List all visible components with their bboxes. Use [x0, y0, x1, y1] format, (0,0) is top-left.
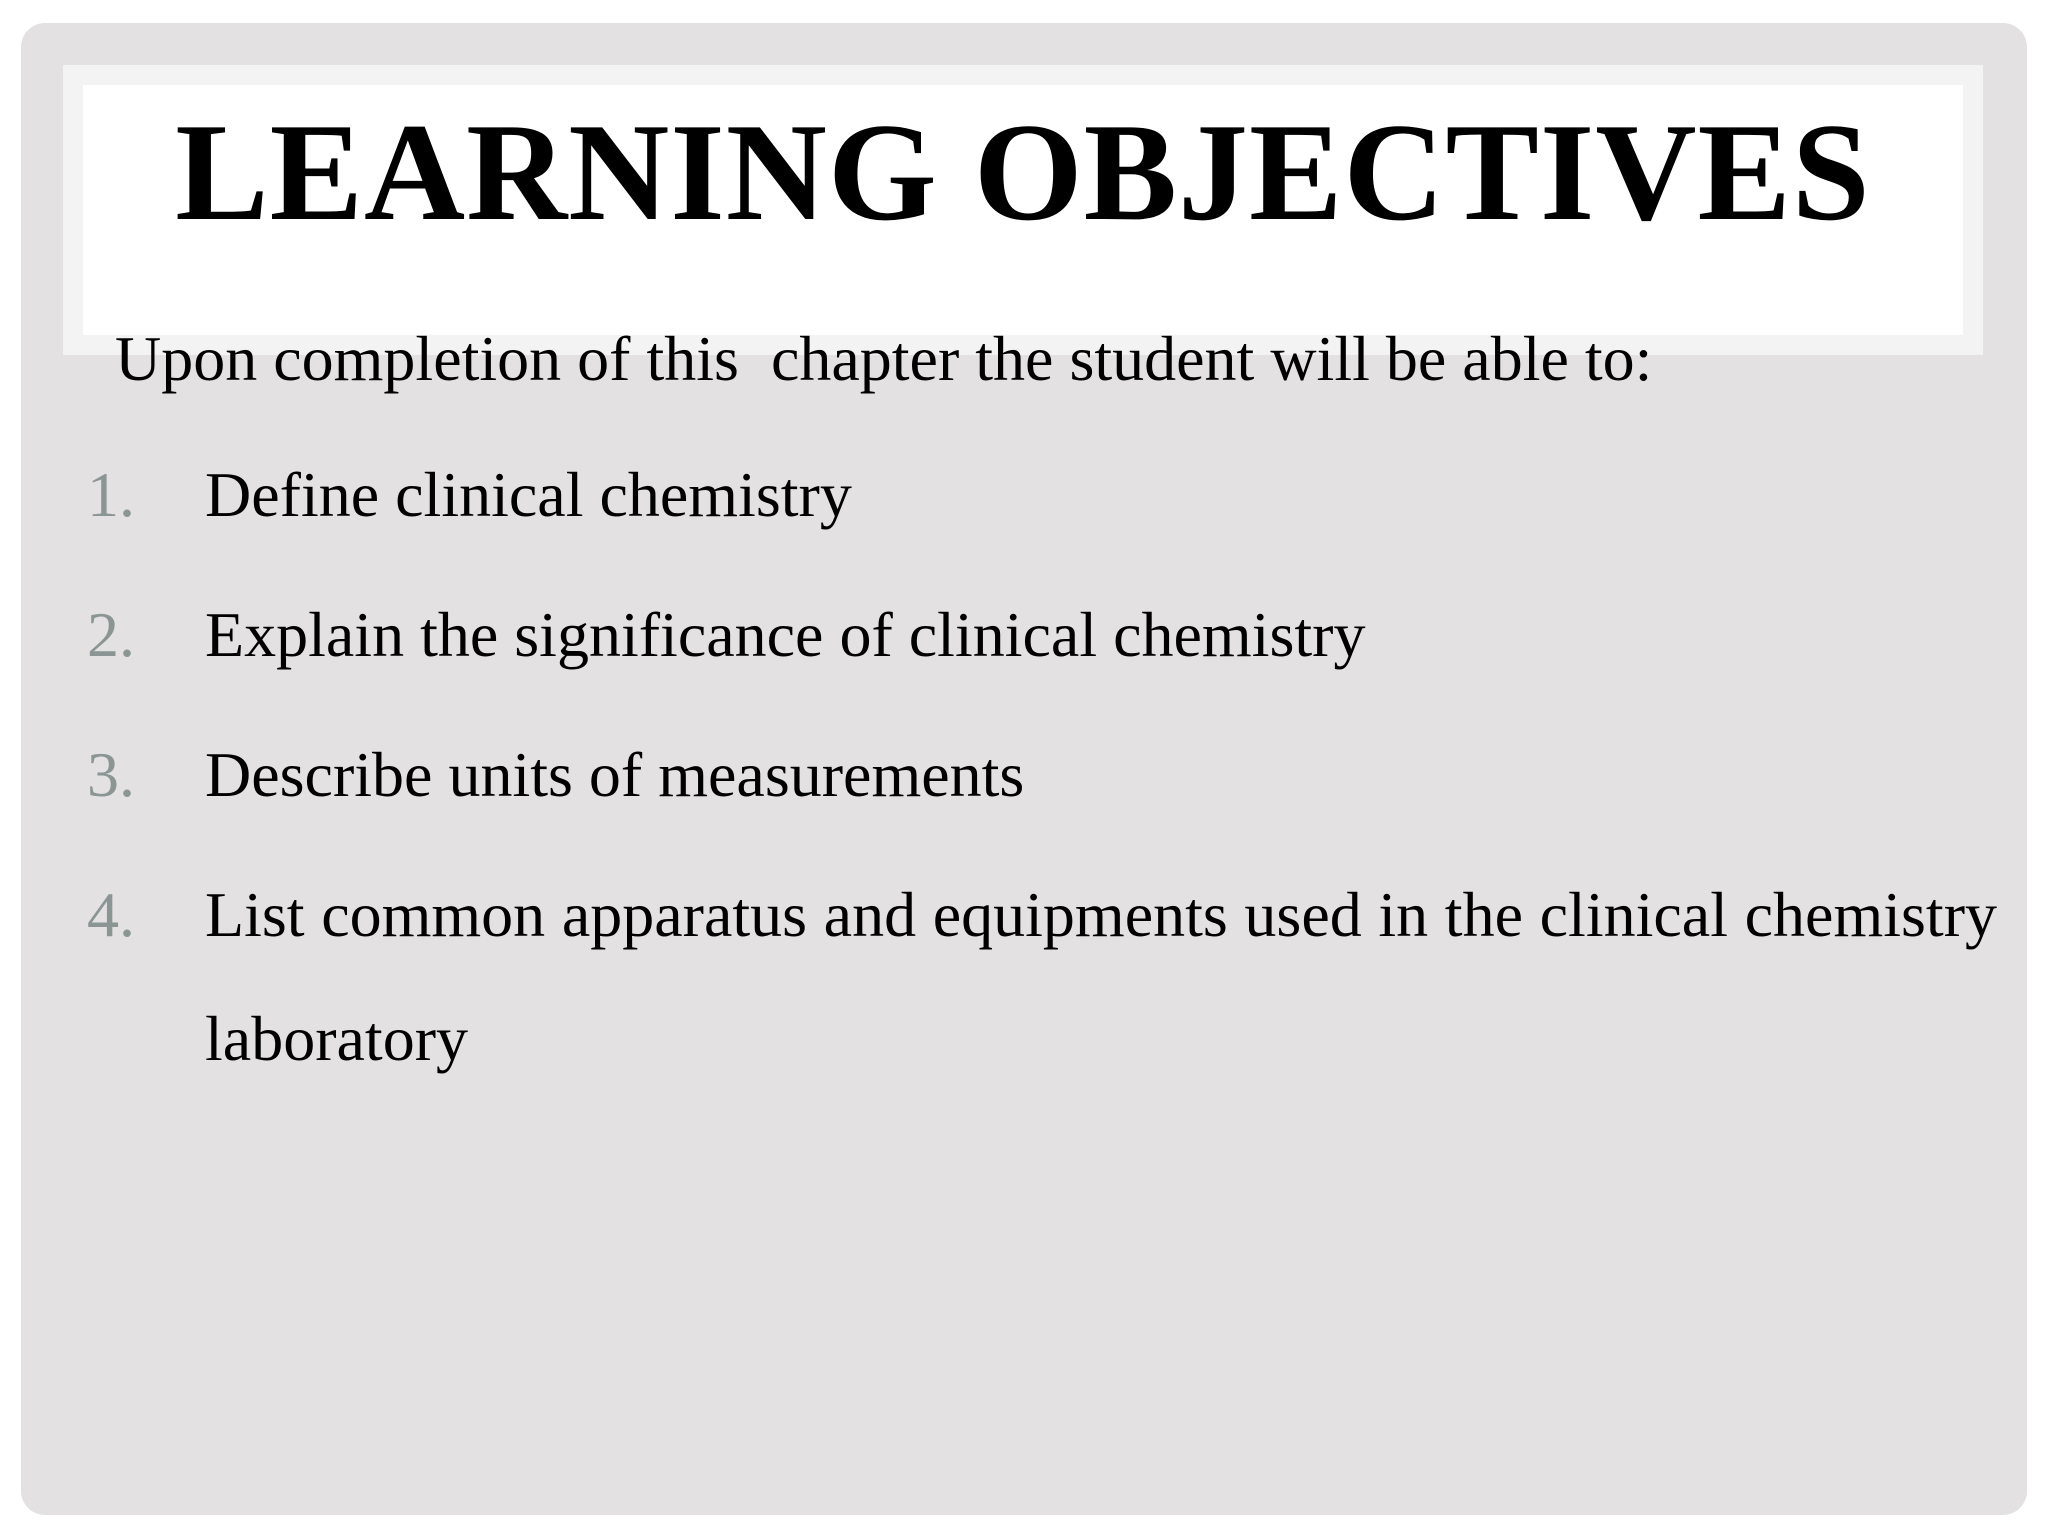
objective-item [87, 595, 1997, 675]
slide [21, 23, 2027, 1515]
objectives-list [87, 455, 1997, 1161]
objective-text: Describe units of measurements [205, 739, 1025, 810]
objective-number: 2. [87, 599, 135, 670]
slide-title: LEARNING OBJECTIVES [175, 95, 1871, 250]
objective-text: List common apparatus and equipments used in the clinical chemistry laboratory [205, 879, 1997, 1074]
objective-text: Explain the significance of clinical chemistry [205, 599, 1366, 670]
objective-item [87, 735, 1997, 815]
objective-text: Define clinical chemistry [205, 459, 852, 530]
objective-item [87, 455, 1997, 535]
intro-text: Upon completion of this chapter the student will be able to: [115, 323, 1653, 394]
objective-number: 3. [87, 739, 135, 810]
objective-number: 4. [87, 879, 135, 950]
objective-item [87, 853, 1997, 1101]
objective-number: 1. [87, 459, 135, 530]
